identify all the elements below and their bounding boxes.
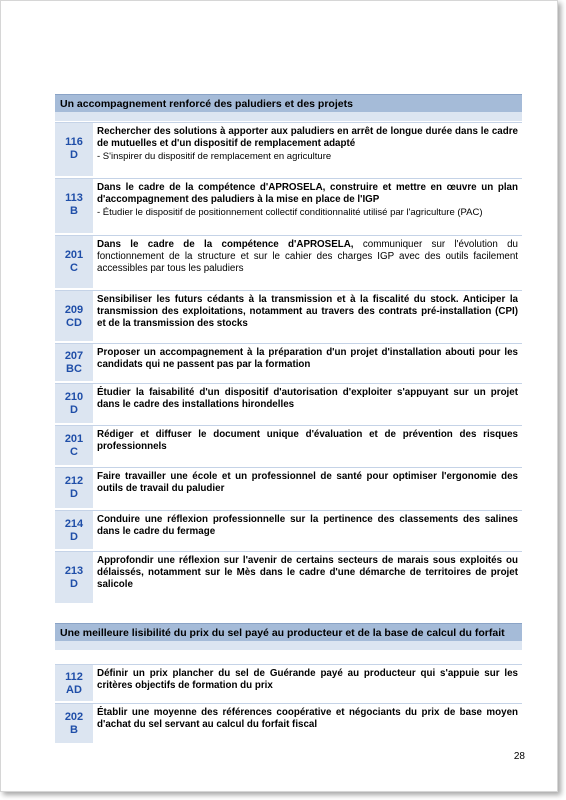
action-code: 212 D xyxy=(64,475,84,500)
action-code: 210 D xyxy=(64,391,84,416)
table-row xyxy=(55,425,522,465)
action-code: 112 AD xyxy=(65,671,83,696)
page-number: 28 xyxy=(513,751,525,762)
action-code: 213 D xyxy=(64,565,84,590)
table-row xyxy=(55,290,522,341)
section-title: Un accompagnement renforcé des paludiers et des projets xyxy=(60,98,353,110)
action-subtext: - S'inspirer du dispositif de remplacement en agriculture xyxy=(97,151,332,162)
action-text: Approfondir une réflexion sur l'avenir de certains secteurs de marais sous exploités ou délaissés, notamment sur le Mès dans le cadre d'une démarche de territoires de projet salicole xyxy=(97,555,518,590)
section-header-accompagnement xyxy=(55,94,522,121)
action-text: Dans le cadre de la compétence d'APROSELA, construire et mettre en œuvre un plan d'accompagnement des paludiers à la mise en place de l'IGP xyxy=(97,182,518,205)
action-subtext: - Étudier le dispositif de positionnement collectif conditionnalité utilisé par l'agriculture (PAC) xyxy=(97,207,483,218)
table-row xyxy=(55,178,522,233)
action-text: Dans le cadre de la compétence d'APROSELA, communiquer sur l'évolution du fonctionnement de la structure et sur le cahier des charges IGP avec des outils facilement accessibles par tous les paludiers xyxy=(93,236,522,288)
action-code: 113 B xyxy=(65,192,83,217)
action-code: 201 C xyxy=(64,433,84,458)
action-text: Rédiger et diffuser le document unique d'évaluation et de prévention des risques professionnels xyxy=(97,429,518,452)
table-row xyxy=(55,703,522,743)
table-row xyxy=(55,467,522,508)
table-row xyxy=(55,383,522,423)
section-title: Une meilleure lisibilité du prix du sel payé au producteur et de la base de calcul du forfait xyxy=(60,627,505,639)
section-header-prix-sel xyxy=(55,623,522,650)
action-code: 116 D xyxy=(65,136,83,161)
table-row xyxy=(55,510,522,549)
action-text: Conduire une réflexion professionnelle sur la pertinence des classements des salines dans le cadre du fermage xyxy=(97,514,518,537)
action-text: Rechercher des solutions à apporter aux paludiers en arrêt de longue durée dans le cadre de mutuelles et d'un dispositif de remplacement adapté xyxy=(97,126,518,149)
action-text: Définir un prix plancher du sel de Guérande payé au producteur qui s'appuie sur les critères objectifs de formation du prix xyxy=(97,668,518,691)
action-code: 201 C xyxy=(64,249,84,274)
action-code: 214 D xyxy=(64,518,84,543)
table-row xyxy=(55,343,522,381)
table-row xyxy=(55,235,522,288)
action-text: Établir une moyenne des références coopérative et négociants du prix de base moyen d'achat du sel servant au calcul du forfait fiscal xyxy=(97,707,518,730)
action-text: Faire travailler une école et un professionnel de santé pour optimiser l'ergonomie des outils de travail du paludier xyxy=(97,471,518,494)
action-code: 209 CD xyxy=(64,304,84,329)
table-row xyxy=(55,122,522,176)
action-text: Sensibiliser les futurs cédants à la transmission et à la fiscalité du stock. Anticiper la transmission des exploitations, notamment au travers des contrats pré-installation (CPI) et de la transmission des stocks xyxy=(97,294,518,329)
table-row xyxy=(55,551,522,603)
action-code: 207 BC xyxy=(64,350,84,375)
action-text: Étudier la faisabilité d'un dispositif d'autorisation d'exploiter s'appuyant sur un projet dans le cadre des installations hirondelles xyxy=(97,387,518,410)
action-text: Proposer un accompagnement à la préparation d'un projet d'installation abouti pour les candidats qui ne passent pas par la formation xyxy=(97,347,518,370)
table-row xyxy=(55,664,522,701)
action-code: 202 B xyxy=(64,711,84,736)
